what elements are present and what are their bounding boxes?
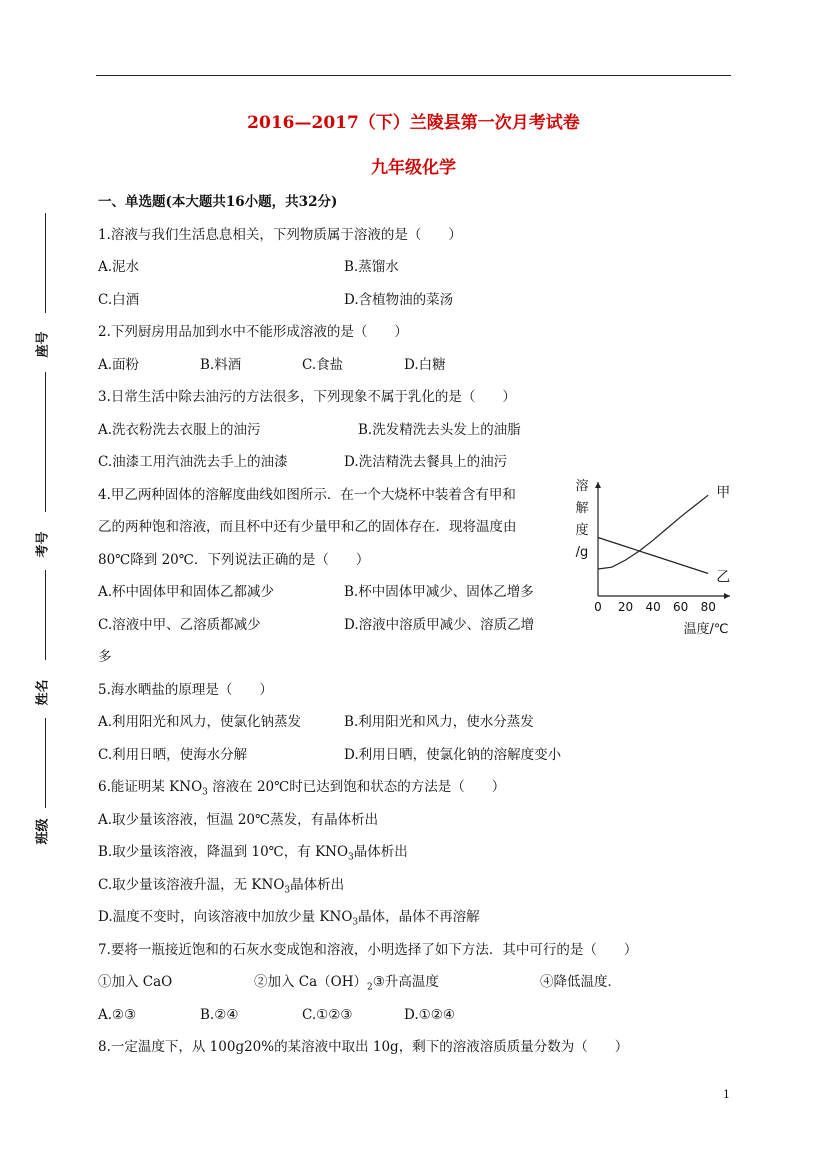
y-axis-arrow bbox=[595, 482, 601, 488]
x-tick-label: 0 bbox=[594, 600, 602, 614]
question-6-option-d-post: 晶体，晶体不再溶解 bbox=[358, 909, 480, 925]
question-6-option-b bbox=[98, 842, 408, 868]
side-rule-2 bbox=[45, 372, 46, 512]
x-axis-arrow bbox=[724, 593, 730, 599]
question-6-option-d bbox=[98, 907, 480, 933]
question-4-option-d: D.溶液中溶质甲减少、溶质乙增 bbox=[344, 617, 535, 633]
question-7-option-d: D.①②④ bbox=[404, 1007, 455, 1023]
question-1-stem: 1.溶液与我们生活息息相关，下列物质属于溶液的是（ ） bbox=[98, 227, 462, 243]
question-6-option-d-pre: D.温度不变时，向该溶液中加放少量 KNO bbox=[98, 909, 353, 925]
side-label-class: 班级 bbox=[35, 818, 51, 845]
question-1-option-a: A.泥水 bbox=[98, 259, 140, 275]
question-7-method-4: ④降低温度． bbox=[540, 974, 621, 990]
question-6-option-c-pre: C.取少量该溶液升温，无 KNO bbox=[98, 877, 285, 893]
question-7-option-c: C.①②③ bbox=[302, 1007, 353, 1023]
question-2-option-b: B.料酒 bbox=[200, 357, 242, 373]
header-rule bbox=[96, 75, 731, 76]
page-title: 2016—2017（下）兰陵县第一次月考试卷 bbox=[247, 113, 580, 133]
x-tick-label: 20 bbox=[617, 600, 634, 614]
question-6-stem bbox=[98, 777, 505, 803]
question-1-option-b: B.蒸馏水 bbox=[344, 259, 399, 275]
question-7-method-1: ①加入 CaO bbox=[98, 974, 173, 990]
question-7-stem: 7.要将一瓶接近饱和的石灰水变成饱和溶液，小明选择了如下方法．其中可行的是（ ） bbox=[98, 942, 638, 958]
question-5-option-a: A.利用阳光和风力，使氯化钠蒸发 bbox=[98, 714, 302, 730]
question-4-option-d-continued: 多 bbox=[98, 649, 112, 665]
side-label-seat: 座号 bbox=[35, 331, 51, 358]
side-rule-3 bbox=[45, 570, 46, 660]
page-number: 1 bbox=[723, 1088, 730, 1101]
side-rule-top bbox=[45, 213, 46, 313]
side-label-name: 姓名 bbox=[35, 679, 51, 706]
question-6-option-c-post: 晶体析出 bbox=[290, 877, 345, 893]
x-tick-label: 60 bbox=[673, 600, 689, 614]
question-6-option-d-sub: 3 bbox=[352, 917, 359, 928]
series-label-1: 甲 bbox=[716, 485, 731, 502]
series-line-2 bbox=[598, 538, 708, 574]
question-3-option-b: B.洗发精洗去头发上的油脂 bbox=[358, 422, 521, 438]
question-6-stem-pre: 6.能证明某 KNO bbox=[98, 779, 203, 795]
question-2-stem: 2.下列厨房用品加到水中不能形成溶液的是（ ） bbox=[98, 324, 408, 340]
side-rule-4 bbox=[45, 718, 46, 808]
y-axis-label-part: 溶 bbox=[575, 479, 589, 494]
question-5-stem: 5.海水晒盐的原理是（ ） bbox=[98, 682, 273, 698]
question-7-method-3: ③升高温度 bbox=[372, 974, 439, 990]
question-6-option-a: A.取少量该溶液，恒温 20℃蒸发，有晶体析出 bbox=[98, 812, 379, 828]
page-subtitle: 九年级化学 bbox=[371, 158, 456, 178]
question-3-option-c: C.油漆工用汽油洗去手上的油漆 bbox=[98, 454, 288, 470]
side-label-exam-no: 考号 bbox=[35, 531, 51, 558]
question-3-option-d: D.洗洁精洗去餐具上的油污 bbox=[344, 454, 508, 470]
question-1-option-c: C.白酒 bbox=[98, 292, 140, 308]
question-3-option-a: A.洗衣粉洗去衣服上的油污 bbox=[98, 422, 261, 438]
question-4-stem-line-3: 80℃降到 20℃．下列说法正确的是（ ） bbox=[98, 552, 370, 568]
question-2-option-c: C.食盐 bbox=[302, 357, 344, 373]
question-8-stem: 8.一定温度下，从 100g20%的某溶液中取出 10g，剩下的溶液溶质质量分数为（ ） bbox=[98, 1039, 629, 1055]
question-7-method-2-sub: 2 bbox=[367, 982, 373, 993]
question-7-option-b: B.②④ bbox=[200, 1007, 239, 1023]
question-3-stem: 3.日常生活中除去油污的方法很多，下列现象不属于乳化的是（ ） bbox=[98, 389, 516, 405]
x-tick-label: 80 bbox=[700, 600, 716, 614]
question-1-option-d: D.含植物油的菜汤 bbox=[344, 292, 454, 308]
y-axis-label-part: /g bbox=[575, 545, 589, 560]
series-line-1 bbox=[598, 495, 708, 569]
question-7-method-2-3 bbox=[254, 972, 439, 998]
x-axis-label: 温度/℃ bbox=[683, 622, 729, 637]
question-5-option-c: C.利用日晒，使海水分解 bbox=[98, 747, 248, 763]
question-6-option-c bbox=[98, 875, 344, 901]
y-axis-label-part: 解 bbox=[575, 501, 589, 516]
question-2-option-d: D.白糖 bbox=[404, 357, 446, 373]
question-6-option-b-pre: B.取少量该溶液，降温到 10℃，有 KNO bbox=[98, 844, 349, 860]
question-4-option-a: A.杯中固体甲和固体乙都减少 bbox=[98, 584, 275, 600]
question-6-stem-post: 溶液在 20℃时已达到饱和状态的方法是（ ） bbox=[207, 779, 506, 795]
question-4-option-b: B.杯中固体甲减少、固体乙增多 bbox=[344, 584, 534, 600]
question-5-option-d: D.利用日晒，使氯化钠的溶解度变小 bbox=[344, 747, 562, 763]
question-6-option-b-post: 晶体析出 bbox=[353, 844, 408, 860]
solubility-chart bbox=[568, 474, 738, 644]
question-4-option-c: C.溶液中甲、乙溶质都减少 bbox=[98, 617, 261, 633]
section-heading: 一、单选题(本大题共16小题，共32分) bbox=[98, 194, 338, 210]
question-5-option-b: B.利用阳光和风力，使水分蒸发 bbox=[344, 714, 534, 730]
question-6-stem-sub: 3 bbox=[202, 787, 208, 798]
x-tick-label: 40 bbox=[645, 600, 661, 614]
question-6-option-b-sub: 3 bbox=[348, 852, 354, 863]
question-4-stem-line-2: 乙的两种饱和溶液，而且杯中还有少量甲和乙的固体存在．现将温度由 bbox=[98, 519, 517, 535]
question-7-option-a: A.②③ bbox=[98, 1007, 137, 1023]
question-4-stem-line-1: 4.甲乙两种固体的溶解度曲线如图所示．在一个大烧杯中装着含有甲和 bbox=[98, 487, 516, 503]
series-label-2: 乙 bbox=[716, 569, 731, 586]
y-axis-label-part: 度 bbox=[575, 523, 589, 538]
question-7-method-2-pre: ②加入 Ca（OH） bbox=[254, 974, 368, 990]
question-6-option-c-sub: 3 bbox=[284, 885, 291, 896]
question-2-option-a: A.面粉 bbox=[98, 357, 140, 373]
